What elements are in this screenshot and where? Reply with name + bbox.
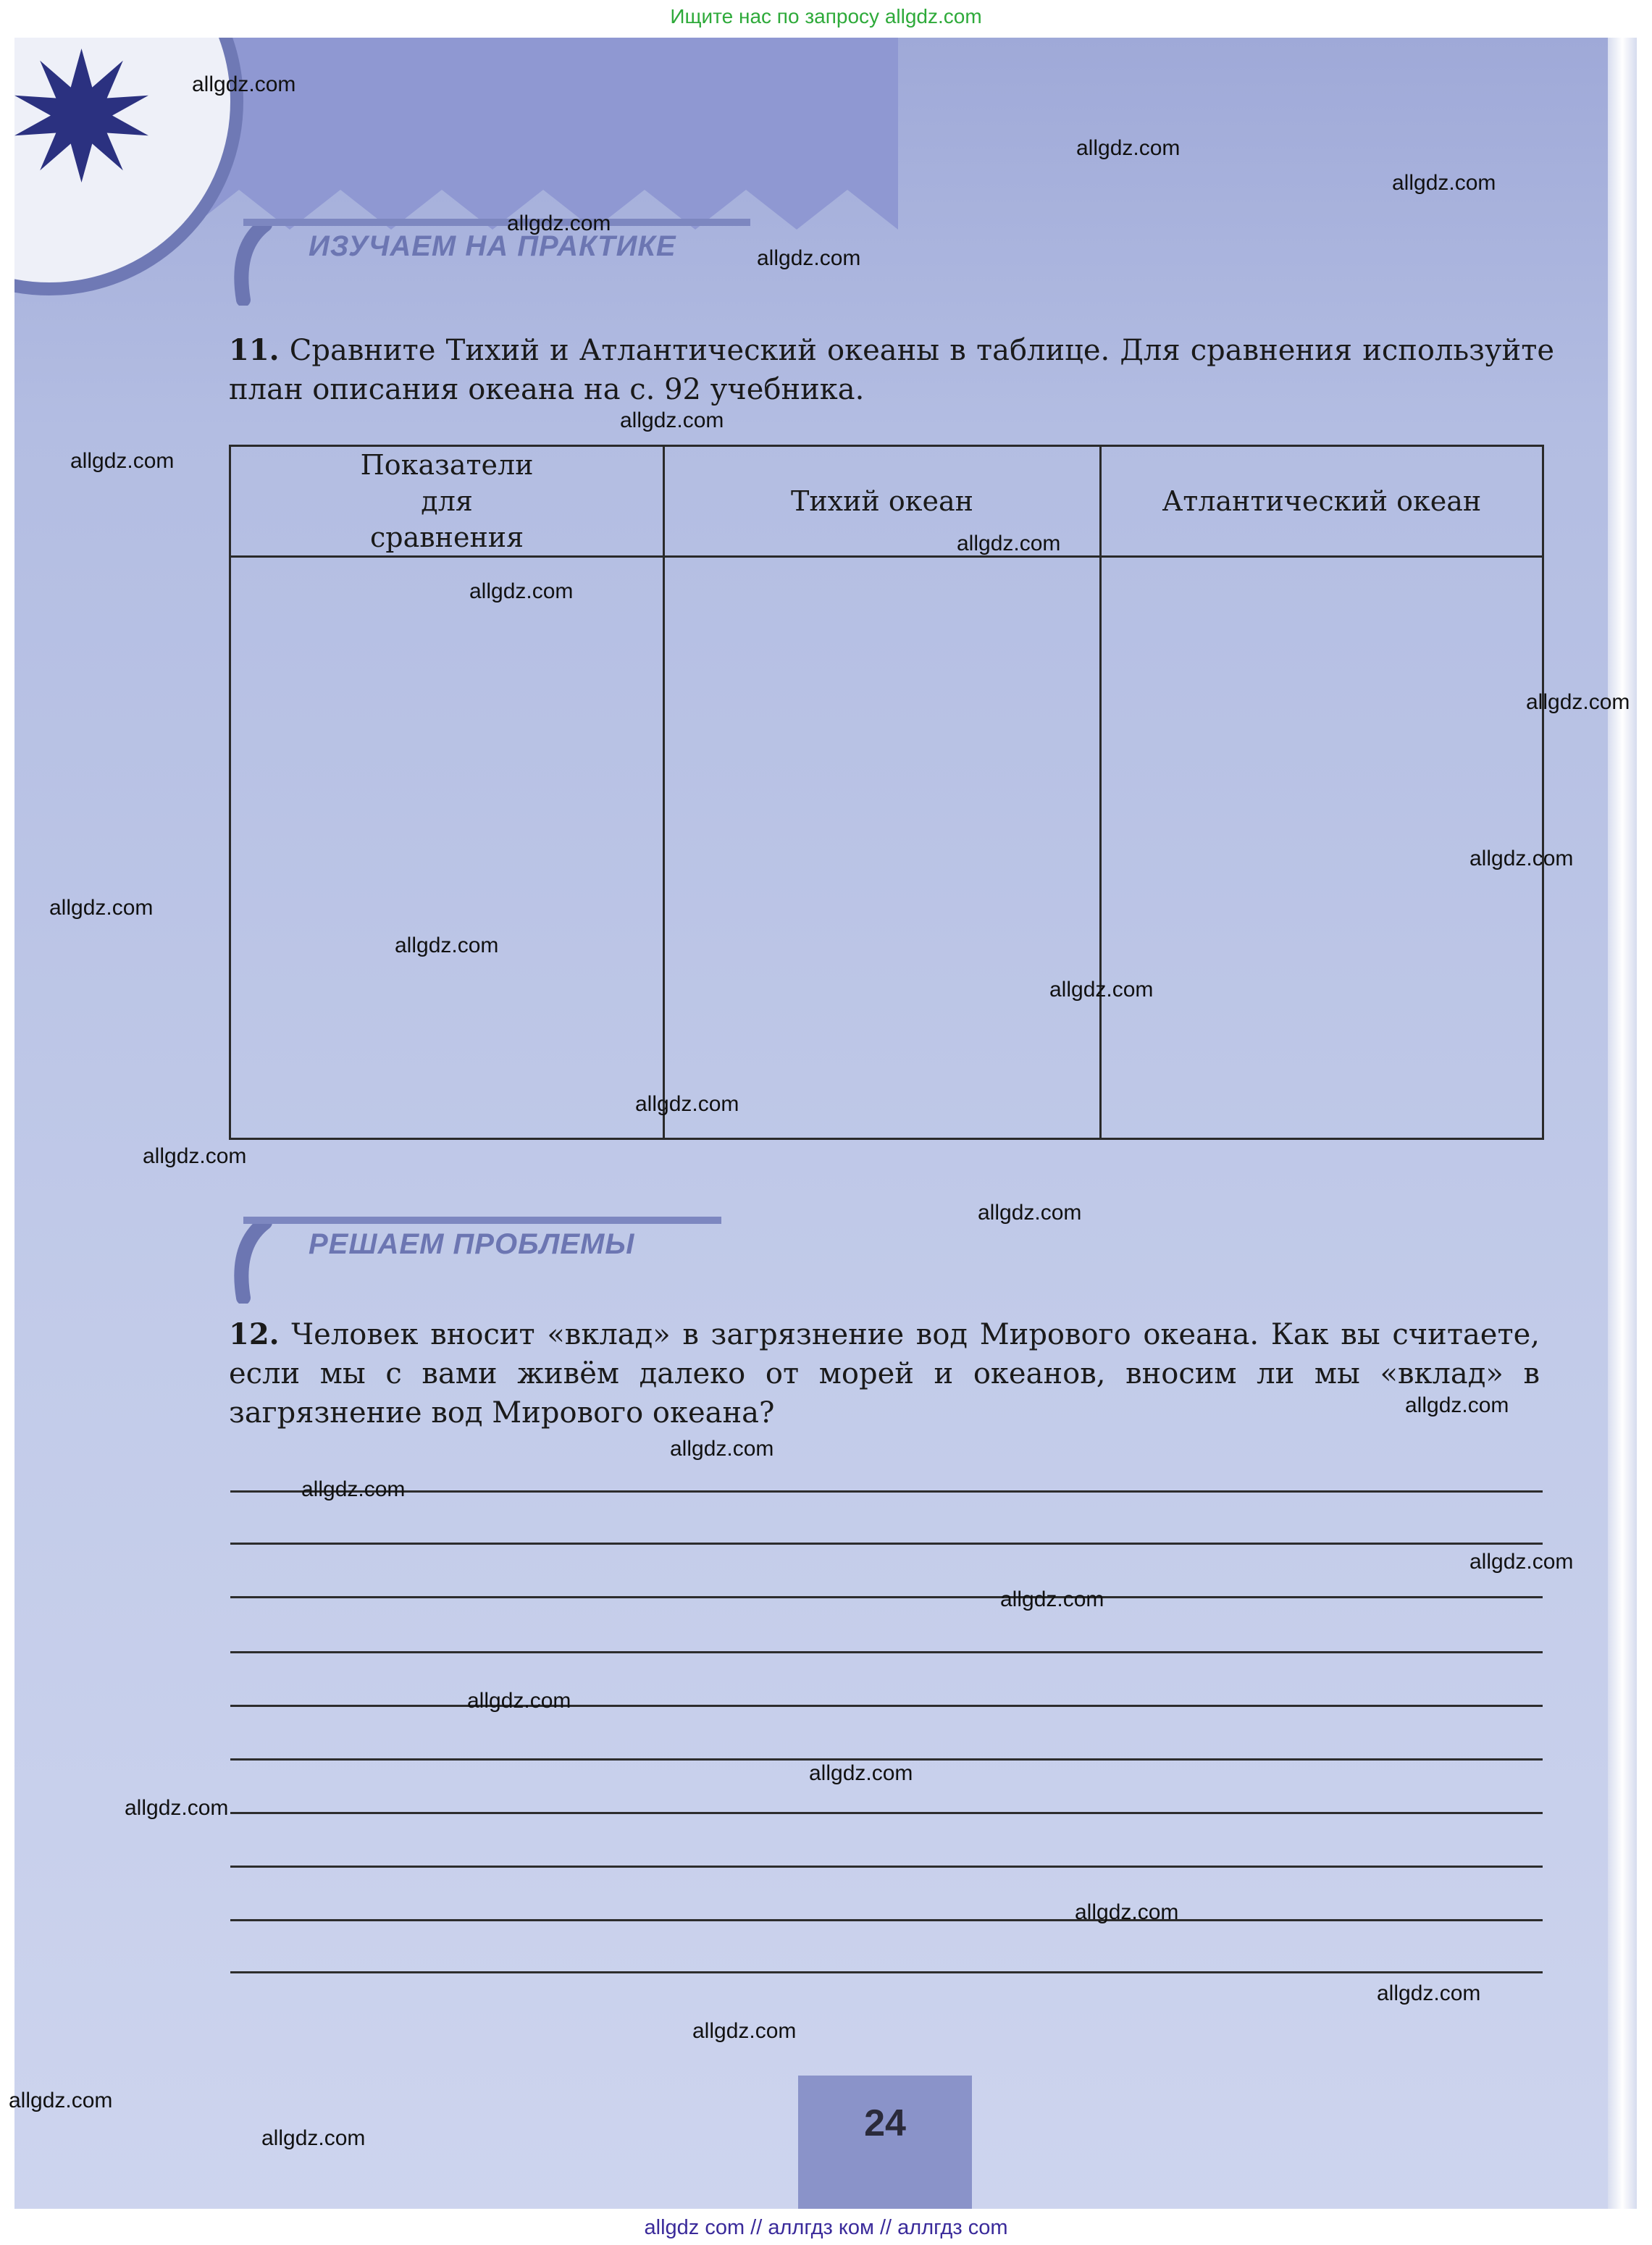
watermark[interactable]: allgdz.com bbox=[261, 2126, 366, 2150]
watermark[interactable]: allgdz.com bbox=[192, 72, 296, 96]
watermark[interactable]: allgdz.com bbox=[1405, 1393, 1509, 1417]
watermark[interactable]: allgdz.com bbox=[70, 449, 175, 473]
watermark[interactable]: allgdz.com bbox=[467, 1689, 571, 1713]
watermark[interactable]: allgdz.com bbox=[1469, 847, 1574, 870]
watermark[interactable]: allgdz.com bbox=[143, 1144, 247, 1168]
header-atlantic: Атлантический океан bbox=[1100, 446, 1543, 557]
answer-line[interactable] bbox=[230, 1651, 1543, 1653]
watermark[interactable]: allgdz.com bbox=[620, 408, 724, 432]
answer-line[interactable] bbox=[230, 1596, 1543, 1598]
watermark[interactable]: allgdz.com bbox=[1075, 1900, 1179, 1924]
watermark[interactable]: allgdz.com bbox=[469, 579, 574, 603]
watermark[interactable]: allgdz.com bbox=[757, 246, 861, 270]
answer-line[interactable] bbox=[230, 1543, 1543, 1545]
answer-line[interactable] bbox=[230, 1705, 1543, 1707]
table-header-row bbox=[230, 446, 1543, 557]
watermark[interactable]: allgdz.com bbox=[507, 211, 611, 235]
task-11 bbox=[229, 331, 1554, 409]
watermark[interactable]: allgdz.com bbox=[957, 532, 1061, 555]
task-12-number: 12. bbox=[229, 1317, 280, 1351]
watermark[interactable]: allgdz.com bbox=[1392, 171, 1496, 195]
watermark[interactable]: allgdz.com bbox=[809, 1761, 913, 1785]
top-banner[interactable]: Ищите нас по запросу allgdz.com bbox=[670, 5, 982, 28]
section-title-problems: РЕШАЕМ ПРОБЛЕМЫ bbox=[309, 1228, 635, 1260]
comparison-table bbox=[229, 445, 1544, 1140]
watermark[interactable]: allgdz.com bbox=[670, 1437, 774, 1461]
watermark[interactable]: allgdz.com bbox=[1049, 978, 1154, 1002]
section-title-practice: ИЗУЧАЕМ НА ПРАКТИКЕ bbox=[309, 230, 676, 262]
page-spine bbox=[1608, 38, 1637, 2209]
answer-line[interactable] bbox=[230, 1812, 1543, 1814]
task-11-number: 11. bbox=[229, 333, 280, 367]
watermark[interactable]: allgdz.com bbox=[125, 1796, 229, 1820]
watermark[interactable]: allgdz.com bbox=[978, 1201, 1082, 1225]
watermark[interactable]: allgdz.com bbox=[1469, 1550, 1574, 1574]
watermark[interactable]: allgdz.com bbox=[1000, 1587, 1104, 1611]
answer-line[interactable] bbox=[230, 1866, 1543, 1868]
answer-line[interactable] bbox=[230, 1758, 1543, 1761]
watermark[interactable]: allgdz.com bbox=[635, 1092, 739, 1116]
table-row bbox=[230, 557, 1543, 1139]
header-indicators: Показатели для сравнения bbox=[230, 446, 664, 557]
watermark[interactable]: allgdz.com bbox=[301, 1477, 406, 1501]
answer-line[interactable] bbox=[230, 1971, 1543, 1973]
watermark[interactable]: allgdz.com bbox=[1076, 136, 1181, 160]
answer-line[interactable] bbox=[230, 1490, 1543, 1493]
header-pacific: Тихий океан bbox=[664, 446, 1101, 557]
bottom-banner[interactable]: allgdz com // аллгдз ком // аллгдз com bbox=[644, 2216, 1008, 2239]
watermark[interactable]: allgdz.com bbox=[1526, 690, 1630, 714]
page-number: 24 bbox=[864, 2102, 906, 2144]
task-12-text: Человек вносит «вклад» в загрязнение вод Мирового океана. Как вы считаете, если мы с вами живём далеко от морей и океанов, вносим ли мы «вклад» в загрязнение вод Мирового океана? bbox=[229, 1318, 1540, 1430]
watermark[interactable]: allgdz.com bbox=[692, 2019, 797, 2043]
watermark[interactable]: allgdz.com bbox=[395, 933, 499, 957]
section-problems bbox=[222, 1217, 801, 1289]
answer-line[interactable] bbox=[230, 1919, 1543, 1921]
task-12 bbox=[229, 1315, 1540, 1432]
watermark[interactable]: allgdz.com bbox=[9, 2089, 113, 2112]
watermark[interactable]: allgdz.com bbox=[1377, 1981, 1481, 2005]
cell-indicators[interactable] bbox=[230, 557, 664, 1139]
star-icon bbox=[14, 49, 148, 182]
watermark[interactable]: allgdz.com bbox=[49, 896, 154, 920]
task-11-text: Сравните Тихий и Атлантический океаны в таблице. Для сравнения используйте план описания океана на с. 92 учебника. bbox=[229, 334, 1554, 406]
cell-pacific[interactable] bbox=[664, 557, 1101, 1139]
